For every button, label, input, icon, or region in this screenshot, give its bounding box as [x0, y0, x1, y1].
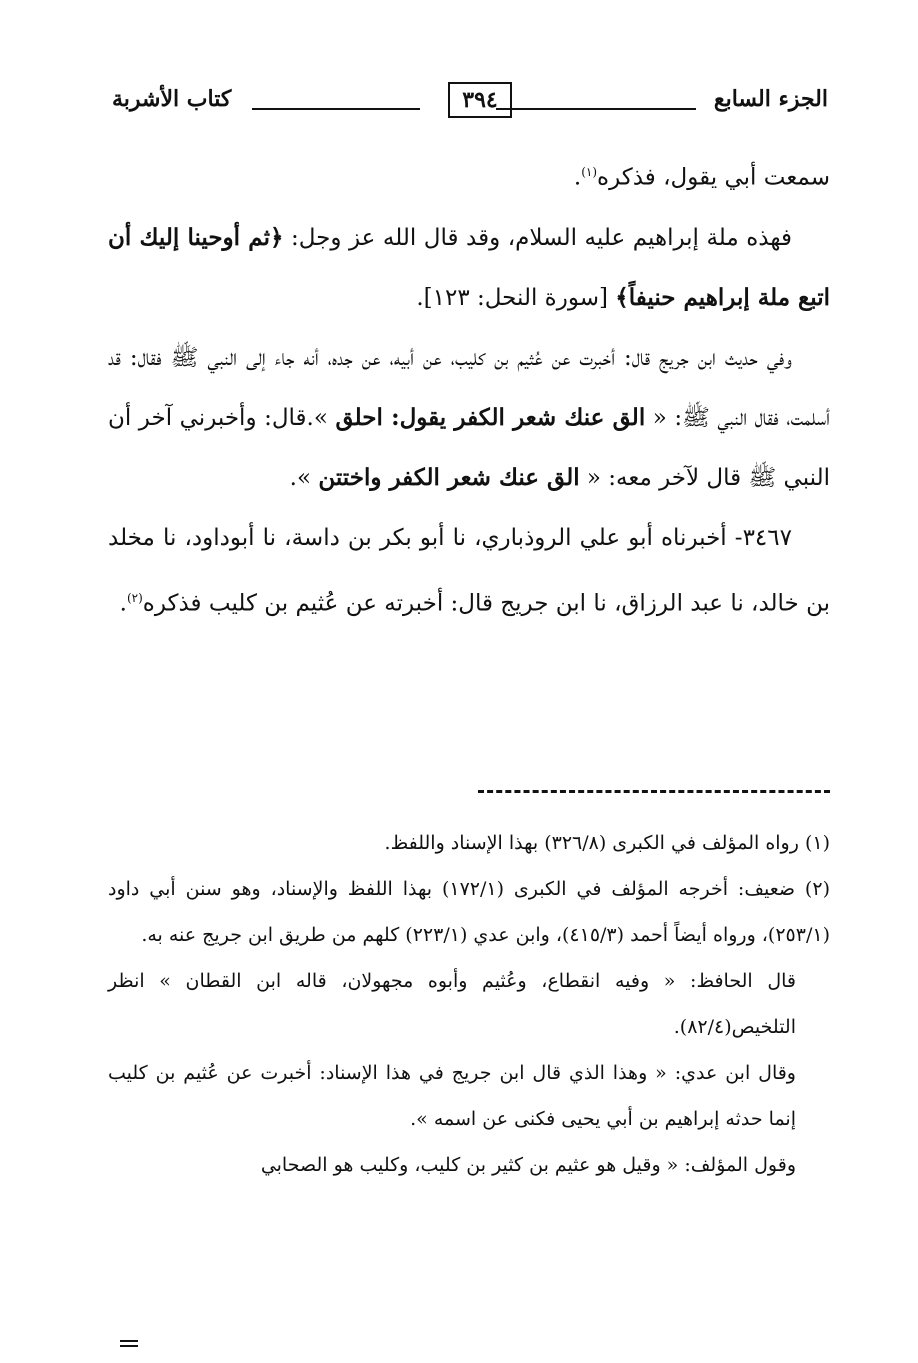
footnote-ref: (١) — [581, 165, 598, 179]
footnote-separator — [478, 790, 830, 793]
main-text — [108, 142, 830, 633]
header-rule — [252, 108, 420, 110]
paragraph: وفي حديث ابن جريج قال: أخبرت عن عُثيم بن كليب، عن أبيه، عن جده، أنه جاء إلى النبي ﷺ فقال: قد أسلمت، فقال النبي ﷺ: « الق عنك شعر الكفر يقول: احلق ».قال: وأخبرني آخر أن النبي ﷺ قال لآخر معه: « الق عنك شعر الكفر واختتن ». — [108, 344, 830, 491]
footnote-continuation: وقال ابن عدي: « وهذا الذي قال ابن جريج في هذا الإسناد: أخبرت عن عُثيم بن كليب إنما حدثه إبراهيم بن أبي يحيى فكنى عن اسمه ». — [108, 1062, 796, 1130]
paragraph: فهذه ملة إبراهيم عليه السلام، وقد قال الله عز وجل: ﴿ثم أوحينا إليك أن اتبع ملة إبراهيم حنيفاً﴾ [سورة النحل: ١٢٣]. — [108, 223, 830, 311]
hadith-quote: الق عنك شعر الكفر واختتن — [318, 463, 580, 491]
paragraph: سمعت أبي يقول، فذكره$^{(١)}$. — [573, 164, 830, 191]
header-rule — [496, 108, 696, 110]
footnote-ref: (٢) — [126, 590, 143, 605]
footnote: (١) رواه المؤلف في الكبرى (٣٢٦/٨) بهذا الإسناد واللفظ. — [384, 832, 830, 854]
part-label: الجزء السابع — [713, 86, 828, 112]
continuation-mark — [120, 1340, 138, 1347]
page-number: ٣٩٤ — [448, 82, 512, 118]
book-title: كتاب الأشربة — [112, 86, 232, 112]
footnotes — [108, 820, 830, 1188]
paragraph: ٣٤٦٧- أخبرناه أبو علي الروذباري، نا أبو بكر بن داسة، نا أبوداود، نا مخلد بن خالد، نا عبد الرزاق، نا ابن جريج قال: أخبرته عن عُثيم بن كليب فذكره$^{(٢)}$. — [108, 524, 830, 617]
quran-verse: ﴿ثم أوحينا إليك أن اتبع ملة إبراهيم حنيفاً﴾ — [108, 223, 830, 311]
footnote-continuation: وقول المؤلف: « وقيل هو عثيم بن كثير بن كليب، وكليب هو الصحابي — [260, 1154, 796, 1176]
footnote-continuation: قال الحافظ: « وفيه انقطاع، وعُثيم وأبوه مجهولان، قاله ابن القطان » انظر التلخيص(٨٢/٤). — [108, 970, 796, 1038]
hadith-quote: الق عنك شعر الكفر يقول: احلق — [335, 403, 646, 431]
footnote: (٢) ضعيف: أخرجه المؤلف في الكبرى (١٧٢/١) بهذا اللفظ والإسناد، وهو سنن أبي داود (٢٥٣/١)، ورواه أيضاً أحمد (٤١٥/٣)، وابن عدي (٢٢٣/١) كلهم من طريق ابن جريج عنه به. — [108, 878, 830, 946]
running-header — [112, 82, 828, 122]
